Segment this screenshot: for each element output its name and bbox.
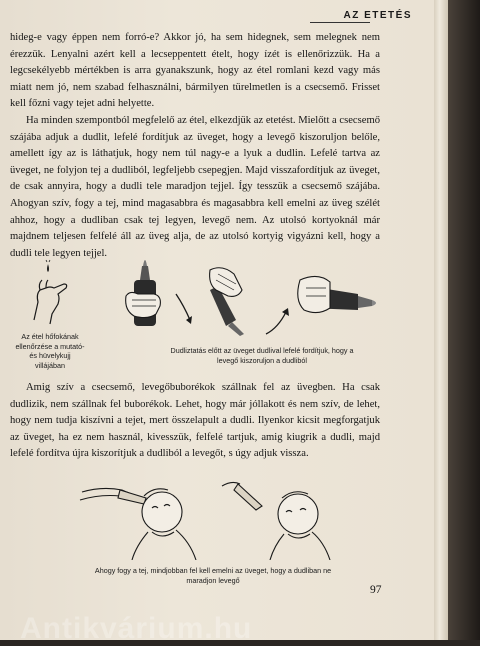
page-edge (434, 0, 448, 640)
caption-baby-feeding: Ahogy fogy a tej, mindjobban fel kell emelni az üveget, hogy a dudliban ne maradjon levegő (94, 566, 332, 585)
tilted-bottle-hand (210, 268, 244, 336)
baby-feeding-left (80, 488, 196, 560)
paragraph-1: hideg-e vagy éppen nem forró-e? Akkor jó, ha sem hidegnek, sem melegnek nem érezzük. Lenyalni azért kell a lecseppentett ételt, hogy ízét is ellenőrizzük. Ha a legcsekélyebb mértékben is arra gyanakszunk, hogy az étel romlani kezd vagy más miatt nem jó, nem szabad felhasználni, bármilyen türelmetlen is a csecsemő. Frisset kell főzni vagy tejet adni helyette. (10, 32, 380, 110)
baby-feeding-illustration (62, 476, 352, 560)
bottle-inversion-illustration (118, 250, 390, 342)
header-rule (310, 22, 370, 23)
caption-bottle-inversion: Dudliztatás előtt az üveget dudlival lefelé fordítjuk, hogy a levegő kiszoruljon a dudliból (170, 346, 354, 365)
text-block-bottom (10, 380, 380, 463)
horizontal-bottle-hand (298, 276, 376, 312)
text-block-top (10, 30, 380, 262)
caption-thumb-check: Az étel hőfokának ellenőrzése a mutató- és hüvelykujj villájában (15, 332, 85, 370)
watermark: Antikvárium.hu (20, 612, 253, 645)
upright-bottle-hand (126, 260, 161, 326)
hand-drop-illustration (20, 258, 78, 328)
book-cover-edge (448, 0, 480, 640)
page-number: 97 (370, 584, 382, 596)
paragraph-3: Amig szív a csecsemő, levegőbuborékok szállnak fel az üvegben. Ha csak dudlizik, nem szállnak fel buborékok. Lehet, hogy már jóllakott és nem szív, de lehet, hogy nem tudja kiszívni a tejet, mert összelapult a dudli. Ilyenkor kicsit megforgatjuk az üveget, ha ez nem használ, kivesszük, felfelé tartjuk, amig kiugrik a dudli, majd lefelé fordítva újra kiszorítjuk a dudliból a levegőt, s úgy adjuk vissza. (10, 382, 380, 460)
paragraph-2: Ha minden szempontból megfelelő az étel, elkezdjük az etetést. Mielőtt a csecsemő szájába adjuk a dudlit, lefelé fordítjuk az üveget, hogy a levegő kiszoruljon belőle, amellett így az is láthatjuk, hogy nem túl nagy-e a lyuk a dudlin. Lefelé tartva az üveget, ne folyjon tej a dudliból, legfeljebb csepegjen. Majd visszafordítjuk az üveget, de csak annyira, hogy a dudli tele maradjon tejjel. Így tesszük a csecsemő szájába. Ahogyan szív, fogy a tej, mind magasabbra és magasabbra kell emelni az üveg szélét ahhoz, hogy a dudliban csak tej legyen, levegő nem. Az utolsó kortyoknál már majdnem teljesen felfelé áll az üveg alja, de az utolsó kortyig vigyázni kell, hogy a dudli tele legyen tejjel. (10, 114, 380, 259)
baby-feeding-right (222, 482, 330, 560)
running-head-title: AZ ETETÉS (343, 10, 412, 21)
running-header (310, 6, 412, 28)
